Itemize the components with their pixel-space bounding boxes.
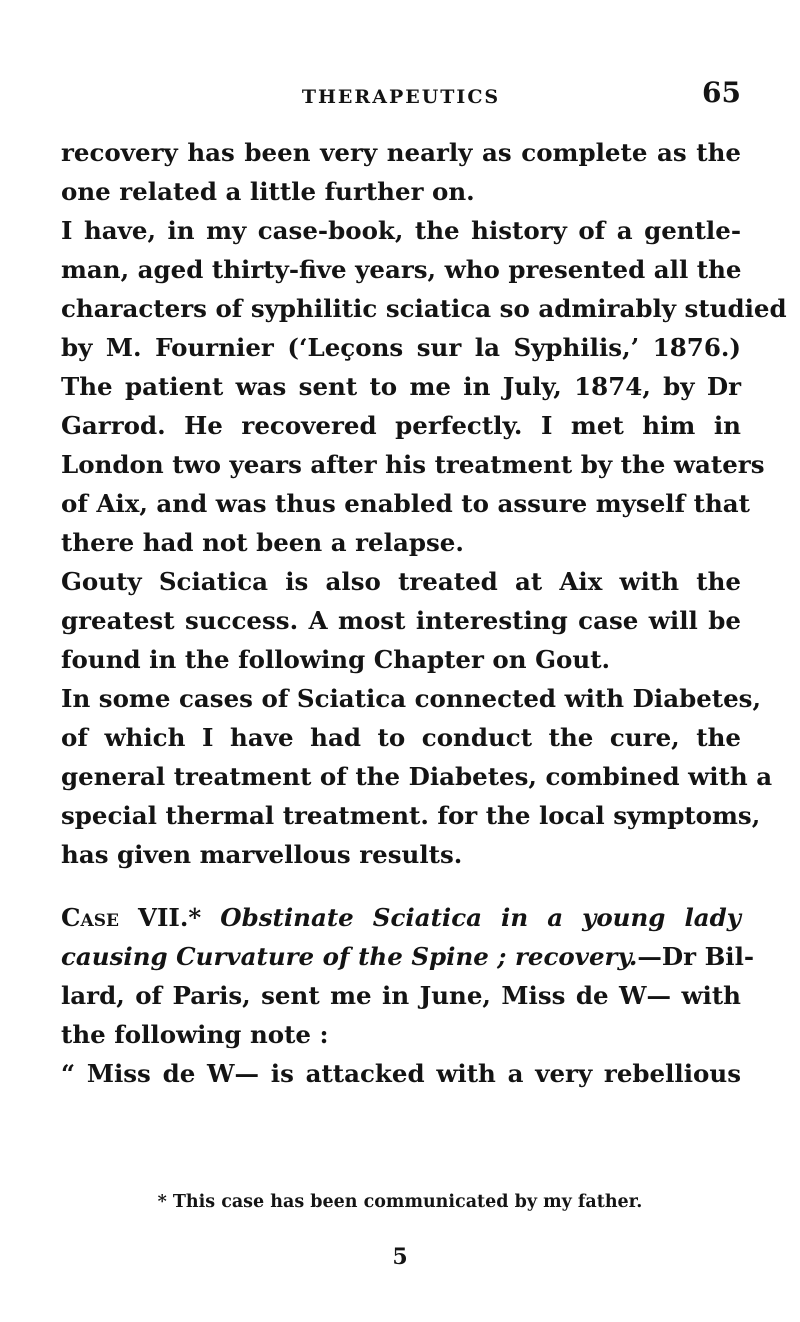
case-heading-line (61, 898, 741, 937)
case-text-after-title: —Dr Bil- (637, 942, 755, 971)
body-text (61, 133, 787, 1093)
text-line: In some cases of Sciatica connected with Diabetes, (61, 684, 762, 713)
case-title-part2: causing Curvature of the Spine ; recovery. (61, 942, 638, 971)
text-line: there had not been a relapse. (61, 528, 464, 557)
case-title-part1: Obstinate Sciatica in a young lady (220, 903, 742, 932)
section-gap (61, 874, 741, 898)
text-line: Gouty Sciatica is also treated at Aix with the (61, 567, 741, 596)
text-line: by M. Fournier (‘Leçons sur la Syphilis,’ 1876.) (61, 333, 741, 362)
text-line: general treatment of the Diabetes, combined with a (61, 762, 773, 791)
footnote: * This case has been communicated by my father. (157, 1192, 643, 1212)
text-line: The patient was sent to me in July, 1874, by Dr (61, 372, 741, 401)
running-head (61, 76, 741, 116)
running-title: THERAPEUTICS (301, 86, 501, 108)
text-line: recovery has been very nearly as complete as the (61, 138, 741, 167)
text-line: I have, in my case-book, the history of a gentle- (61, 216, 741, 245)
text-line: characters of syphilitic sciatica so admirably studied (61, 294, 787, 323)
text-line: of which I have had to conduct the cure, the (61, 723, 741, 752)
case-label: Case VII.* (61, 903, 202, 932)
text-line: “ Miss de W— is attacked with a very rebellious (61, 1059, 741, 1088)
text-line: found in the following Chapter on Gout. (61, 645, 611, 674)
page-number: 65 (702, 76, 741, 109)
text-line: the following note : (61, 1020, 329, 1049)
signature-mark: 5 (392, 1244, 408, 1270)
case-heading-line (61, 937, 755, 976)
text-line: Garrod. He recovered perfectly. I met him in (61, 411, 741, 440)
text-line: lard, of Paris, sent me in June, Miss de W— with (61, 981, 741, 1010)
text-line: greatest success. A most interesting case will be (61, 606, 741, 635)
text-line: one related a little further on. (61, 177, 475, 206)
text-line: man, aged thirty-five years, who presented all the (61, 255, 742, 284)
text-line: special thermal treatment. for the local symptoms, (61, 801, 761, 830)
text-line: London two years after his treatment by the waters (61, 450, 765, 479)
text-line: has given marvellous results. (61, 840, 463, 869)
text-line: of Aix, and was thus enabled to assure myself that (61, 489, 750, 518)
